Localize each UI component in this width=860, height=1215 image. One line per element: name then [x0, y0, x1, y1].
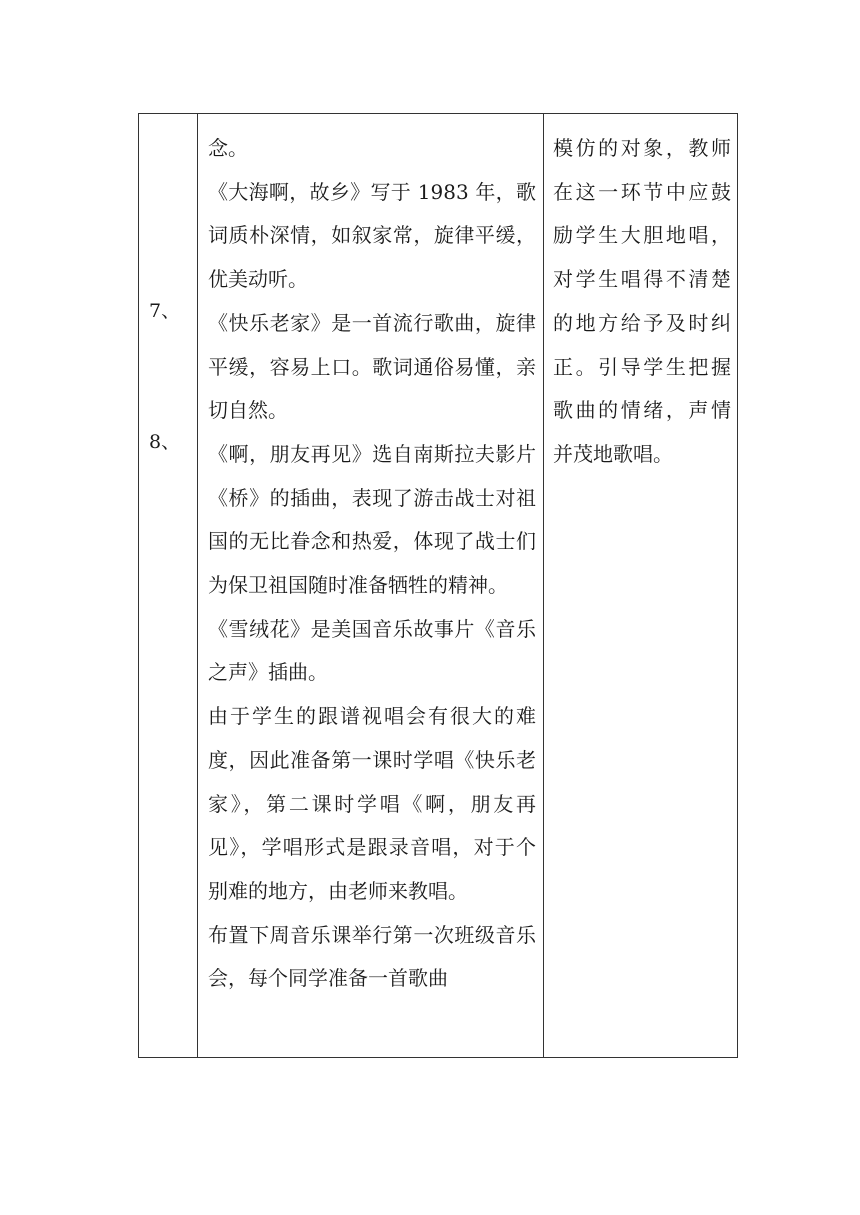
lesson-plan-table	[138, 113, 738, 1058]
notes-column	[553, 127, 731, 477]
content-paragraph: 念。	[208, 136, 248, 160]
content-paragraph: 布置下周音乐课举行第一次班级音乐会，每个同学准备一首歌曲	[208, 922, 536, 991]
row-number-7: 7、	[149, 300, 181, 322]
content-column	[208, 127, 536, 1001]
content-paragraph: 《雪绒花》是美国音乐故事片《音乐之声》插曲。	[208, 616, 536, 685]
content-paragraph: 《快乐老家》是一首流行歌曲，旋律平缓，容易上口。歌词通俗易懂，亲切自然。	[208, 310, 536, 423]
column-divider	[197, 114, 198, 1057]
column-divider	[543, 114, 544, 1057]
row-number-8: 8、	[149, 431, 181, 453]
notes-paragraph: 模仿的对象，教师在这一环节中应鼓励学生大胆地唱，对学生唱得不清楚的地方给予及时纠正。引导学生把握歌曲的情绪，声情并茂地歌唱。	[553, 136, 731, 466]
content-paragraph: 《大海啊，故乡》写于 1983 年，歌词质朴深情，如叙家常，旋律平缓，优美动听。	[208, 179, 536, 292]
content-paragraph: 《啊，朋友再见》选自南斯拉夫影片《桥》的插曲，表现了游击战士对祖国的无比眷念和热爱，体现了战士们为保卫祖国随时准备牺牲的精神。	[208, 441, 536, 598]
content-paragraph: 由于学生的跟谱视唱会有很大的难度，因此准备第一课时学唱《快乐老家》，第二课时学唱《啊，朋友再见》，学唱形式是跟录音唱，对于个别难的地方，由老师来教唱。	[208, 704, 536, 903]
